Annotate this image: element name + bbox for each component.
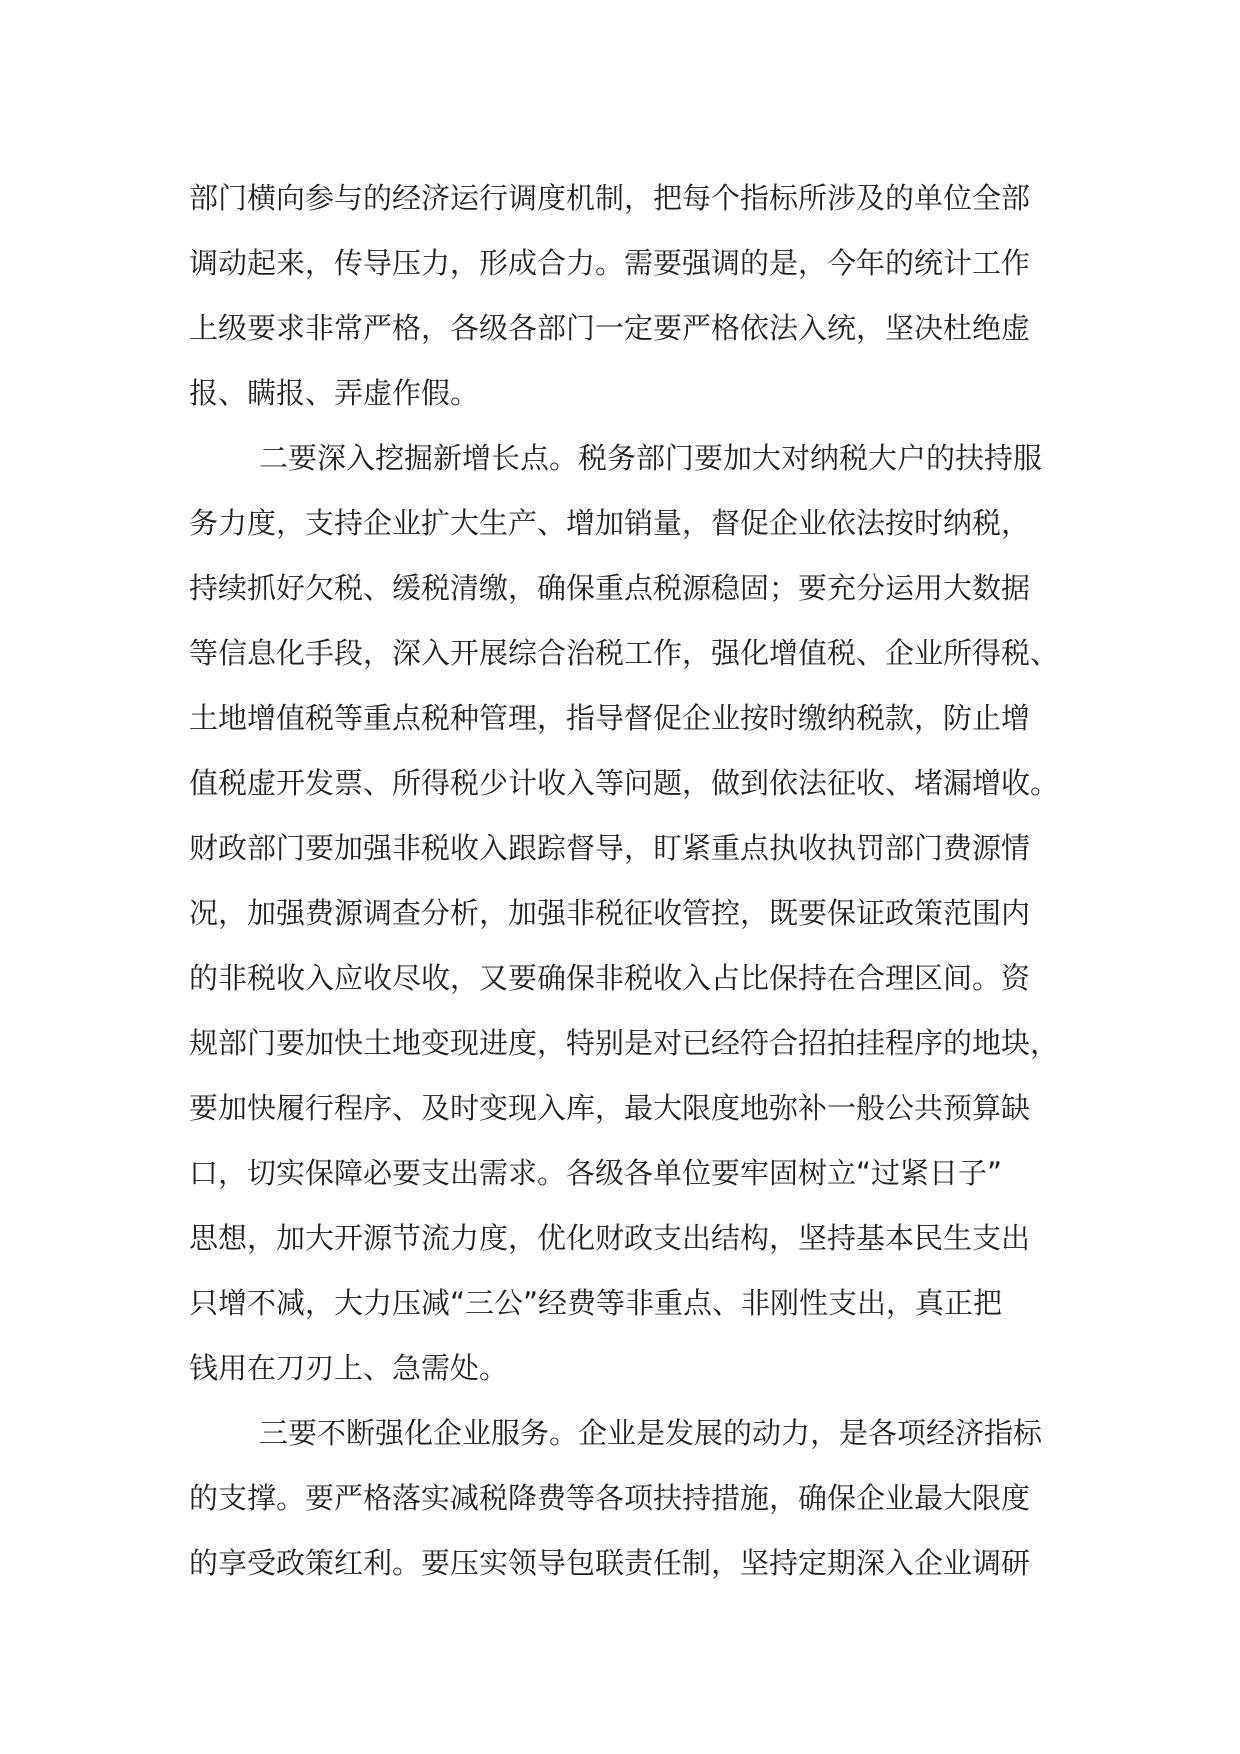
body-text [189, 166, 1069, 1596]
text-line: 况，加强费源调查分析，加强非税征收管控，既要保证政策范围内 [189, 896, 1031, 930]
text-line: 部门横向参与的经济运行调度机制，把每个指标所涉及的单位全部 [189, 181, 1031, 215]
text-line: 的享受政策红利。要压实领导包联责任制，坚持定期深入企业调研 [189, 1546, 1031, 1580]
text-line: 只增不减，大力压减“三公”经费等非重点、非刚性支出，真正把 [189, 1286, 1003, 1320]
text-line: 的支撑。要严格落实减税降费等各项扶持措施，确保企业最大限度 [189, 1481, 1031, 1515]
text-line: 规部门要加快土地变现进度，特别是对已经符合招拍挂程序的地块， [189, 1026, 1060, 1060]
text-line: 口，切实保障必要支出需求。各级各单位要牢固树立“过紧日子” [189, 1156, 1003, 1190]
text-line: 持续抓好欠税、缓税清缴，确保重点税源稳固；要充分运用大数据 [189, 571, 1031, 605]
text-line: 土地增值税等重点税种管理，指导督促企业按时缴纳税款，防止增 [189, 701, 1031, 735]
text-line: 二要深入挖掘新增长点。税务部门要加大对纳税大户的扶持服 [259, 441, 1043, 475]
text-line: 等信息化手段，深入开展综合治税工作，强化增值税、企业所得税、 [189, 636, 1060, 670]
text-line: 上级要求非常严格，各级各部门一定要严格依法入统，坚决杜绝虚 [189, 311, 1031, 345]
text-line: 钱用在刀刃上、急需处。 [189, 1351, 509, 1385]
text-line: 值税虚开发票、所得税少计收入等问题，做到依法征收、堵漏增收。 [189, 766, 1060, 800]
text-line: 财政部门要加强非税收入跟踪督导，盯紧重点执收执罚部门费源情 [189, 831, 1031, 865]
paragraph-2 [189, 426, 1069, 1401]
text-line: 思想，加大开源节流力度，优化财政支出结构，坚持基本民生支出 [189, 1221, 1031, 1255]
paragraph-3 [189, 1401, 1069, 1596]
text-line: 务力度，支持企业扩大生产、增加销量，督促企业依法按时纳税， [189, 506, 1031, 540]
paragraph-1 [189, 166, 1069, 426]
text-line: 的非税收入应收尽收，又要确保非税收入占比保持在合理区间。资 [189, 961, 1031, 995]
text-line: 三要不断强化企业服务。企业是发展的动力，是各项经济指标 [259, 1416, 1043, 1450]
text-line: 报、瞒报、弄虚作假。 [189, 376, 480, 410]
text-line: 调动起来，传导压力，形成合力。需要强调的是，今年的统计工作 [189, 246, 1031, 280]
text-line: 要加快履行程序、及时变现入库，最大限度地弥补一般公共预算缺 [189, 1091, 1031, 1125]
